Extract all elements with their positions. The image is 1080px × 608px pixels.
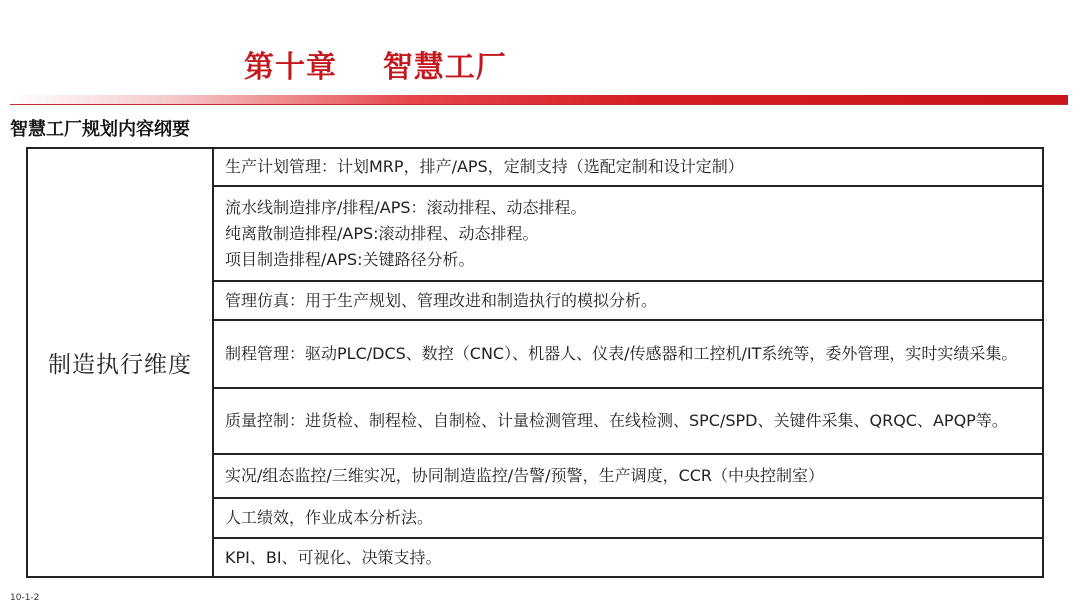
- row-production-planning: [213, 148, 1043, 186]
- row-text: 制程管理：驱动PLC/DCS、数控（CNC）、机器人、仪表/传感器和工控机/IT系统等，委外管理，实时实绩采集。: [225, 344, 1018, 363]
- row-text: 实况/组态监控/三维实况，协同制造监控/告警/预警，生产调度，CCR（中央控制室）: [225, 466, 825, 485]
- row-scheduling: [213, 186, 1043, 281]
- row-quality-control: [213, 388, 1043, 454]
- row-process-management: [213, 320, 1043, 388]
- row-text: 质量控制：进货检、制程检、自制检、计量检测管理、在线检测、SPC/SPD、关键件采集、QRQC、APQP等。: [225, 411, 1008, 430]
- slide-title: 第十章 智慧工厂: [244, 50, 507, 85]
- row-monitoring: [213, 454, 1043, 498]
- row-text: KPI、BI、可视化、决策支持。: [225, 547, 442, 567]
- row-text: 生产计划管理：计划MRP，排产/APS，定制支持（选配定制和设计定制）: [225, 157, 744, 176]
- outline-table: [26, 147, 1044, 578]
- row-text: 项目制造排程/APS:关键路径分析。: [225, 249, 475, 269]
- row-text: 纯离散制造排程/APS:滚动排程、动态排程。: [225, 223, 539, 243]
- page-number: 10-1-2: [10, 593, 40, 603]
- row-text: 流水线制造排序/排程/APS：滚动排程、动态排程。: [225, 197, 587, 217]
- title-underline-bar: [10, 95, 1068, 104]
- dimension-label: 制造执行维度: [27, 148, 213, 577]
- title-underline-line: [10, 104, 1068, 105]
- section-title: 智慧工厂规划内容纲要: [10, 119, 190, 140]
- row-text: 管理仿真：用于生产规划、管理改进和制造执行的模拟分析。: [225, 290, 658, 310]
- row-simulation: [213, 281, 1043, 320]
- table-row: [27, 148, 1043, 186]
- row-text: 人工绩效，作业成本分析法。: [225, 508, 434, 527]
- row-kpi: [213, 538, 1043, 577]
- row-performance: [213, 498, 1043, 538]
